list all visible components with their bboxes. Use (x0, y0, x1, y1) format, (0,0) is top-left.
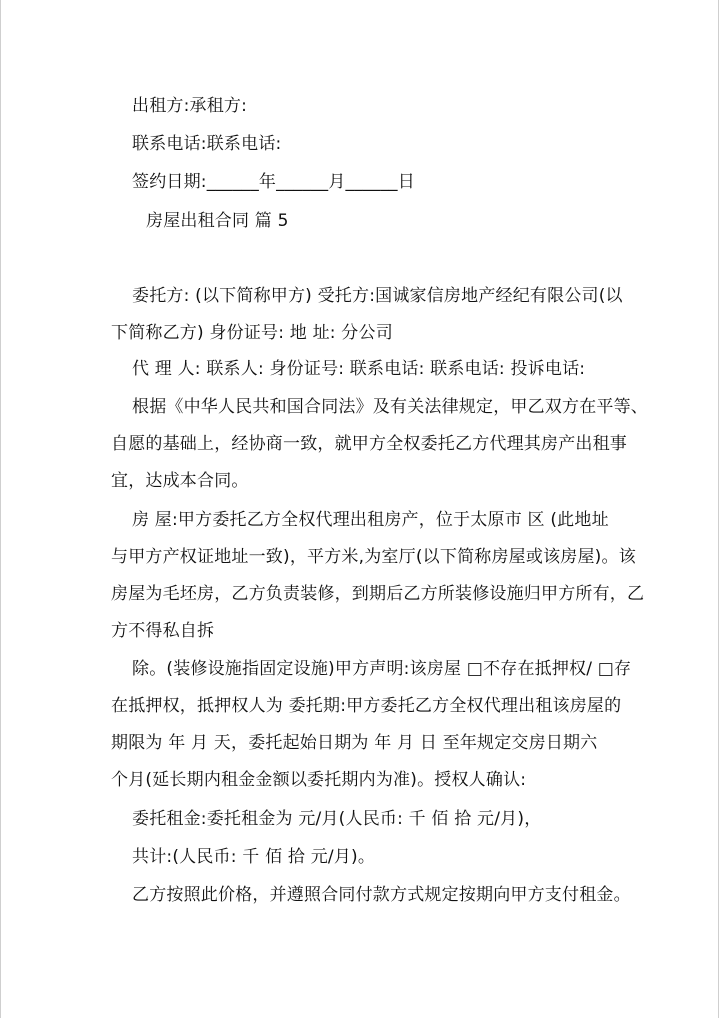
paragraph-line: 房屋为毛坯房，乙方负责装修，到期后乙方所装修设施归甲方所有，乙 (111, 584, 645, 604)
paragraph-line: 宜，达成本合同。 (111, 471, 249, 491)
sign-date-line: 签约日期:______年______月______日 (132, 172, 415, 192)
paragraph-line: 乙方按照此价格，并遵照合同付款方式规定按期向甲方支付租金。 (132, 885, 631, 905)
paragraph-line: 期限为 年 月 天，委托起始日期为 年 月 日 至年规定交房日期六 (111, 733, 598, 753)
paragraph-line: 在抵押权，抵押权人为 委托期:甲方委托乙方全权代理出租该房屋的 (111, 696, 622, 716)
paragraph-line: 个月(延长期内租金金额以委托期内为准)。授权人确认: (111, 770, 527, 790)
paragraph-line: 代 理 人: 联系人: 身份证号: 联系电话: 联系电话: 投诉电话: (132, 359, 586, 379)
section-title: 房屋出租合同 篇 5 (146, 211, 289, 231)
paragraph-line: 下简称乙方) 身份证号: 地 址: 分公司 (111, 323, 393, 343)
paragraph-line: 委托租金:委托租金为 元/月(人民币: 千 佰 拾 元/月)， (132, 809, 542, 829)
paragraph-line: 委托方: (以下简称甲方) 受托方:国诚家信房地产经纪有限公司(以 (132, 286, 623, 306)
paragraph-line: 根据《中华人民共和国合同法》及有关法律规定，甲乙双方在平等、 (132, 397, 648, 417)
parties-line: 出租方:承租方: (132, 96, 248, 116)
paragraph-line: 自愿的基础上，经协商一致，就甲方全权委托乙方代理其房产出租事 (111, 434, 627, 454)
paragraph-line: 除。(装修设施指固定设施)甲方声明:该房屋 □不存在抵押权/ □存 (132, 659, 632, 679)
paragraph-line: 共计:(人民币: 千 佰 拾 元/月)。 (132, 847, 376, 867)
phones-line: 联系电话:联系电话: (132, 134, 282, 154)
paragraph-line: 房 屋:甲方委托乙方全权代理出租房产，位于太原市 区 (此地址 (132, 510, 609, 530)
paragraph-line: 方不得私自拆 (111, 621, 215, 641)
paragraph-line: 与甲方产权证地址一致)，平方米,为室厅(以下简称房屋或该房屋)。该 (111, 547, 636, 567)
